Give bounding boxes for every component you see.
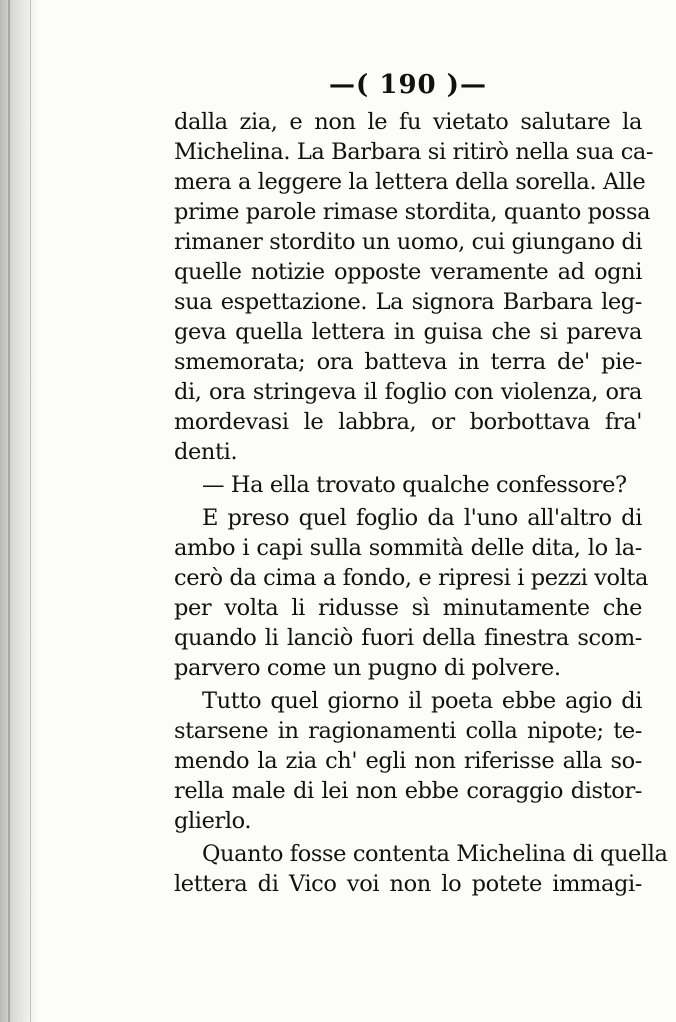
text-line: — Ha ella trovato qualche confessore? [202, 472, 627, 498]
text-line: rimaner stordito un uomo, cui giungano di [174, 229, 643, 255]
paragraph [174, 503, 649, 683]
paragraph [174, 686, 642, 836]
text-line: cerò da cima a fondo, e ripresi i pezzi volta [174, 565, 649, 591]
paragraph [174, 839, 668, 899]
text-line: glierlo. [174, 808, 252, 834]
text-line: quando li lanciò fuori della finestra scom- [174, 625, 642, 651]
spine-edge-line [30, 0, 31, 1022]
text-line: E preso quel foglio da l'uno all'altro di [202, 505, 642, 531]
text-line: quelle notizie opposte veramente ad ogni [174, 259, 642, 285]
text-line: sua espettazione. La signora Barbara leg- [174, 289, 642, 315]
text-line: di, ora stringeva il foglio con violenza, ora [174, 379, 642, 405]
text-line: dalla zia, e non le fu vietato salutare la [174, 109, 642, 135]
paragraph [174, 107, 654, 467]
text-line: Quanto fosse contenta Michelina di quella [202, 841, 668, 867]
text-line: ambo i capi sulla sommità delle dita, lo la- [174, 535, 642, 561]
text-line: denti. [174, 439, 238, 465]
text-line: mendo la zia ch' egli non riferisse alla so- [174, 748, 642, 774]
text-line: lettera di Vico voi non lo potete immagi- [174, 871, 642, 897]
page-number: —( 190 )— [329, 70, 487, 100]
text-line: Michelina. La Barbara si ritirò nella sua ca- [174, 139, 654, 165]
text-line: starsene in ragionamenti colla nipote; te- [174, 718, 642, 744]
text-line: geva quella lettera in guisa che si pareva [174, 319, 642, 345]
text-line: parvero come un pugno di polvere. [174, 655, 561, 681]
text-line: per volta li ridusse sì minutamente che [174, 595, 642, 621]
text-line: mera a leggere la lettera della sorella. Alle [174, 169, 646, 195]
text-line: mordevasi le labbra, or borbottava fra' [174, 409, 642, 435]
text-line: smemorata; ora batteva in terra de' pie- [174, 349, 642, 375]
text-line: rella male di lei non ebbe coraggio distor- [174, 778, 642, 804]
paragraph [174, 470, 642, 500]
book-spine-shadow [0, 0, 40, 1022]
text-line: prime parole rimase stordita, quanto possa [174, 199, 651, 225]
text-line: Tutto quel giorno il poeta ebbe agio di [202, 688, 642, 714]
page-text-block [174, 70, 668, 899]
spine-edge-line [8, 0, 10, 1022]
